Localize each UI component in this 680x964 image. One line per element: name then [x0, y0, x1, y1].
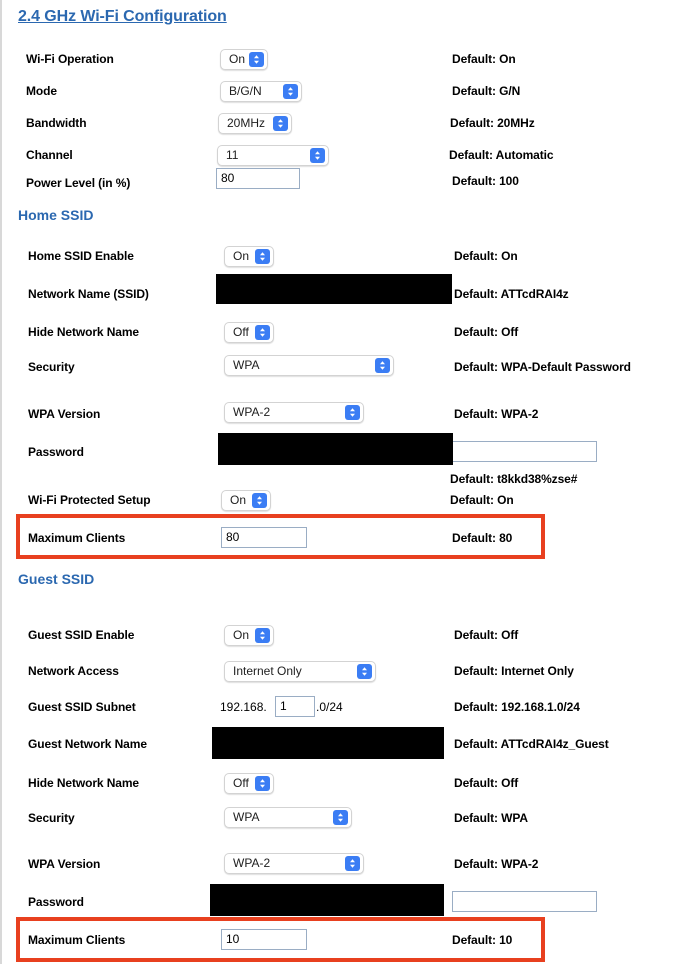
input-maximum-clients-home-value: 80 — [226, 530, 240, 544]
default-channel: Default: Automatic — [449, 148, 554, 162]
label-guest-ssid-subnet: Guest SSID Subnet — [28, 700, 136, 714]
default-guest-ssid-enable: Default: Off — [454, 628, 519, 642]
select-guest-ssid-enable-value: On — [233, 628, 250, 642]
select-wpa-version-guest-value: WPA-2 — [233, 856, 271, 870]
label-password-home: Password — [28, 445, 84, 459]
label-security-guest: Security — [28, 811, 75, 825]
select-wifi-operation-value: On — [229, 52, 246, 66]
input-password-guest[interactable] — [452, 891, 597, 912]
select-security-guest-value: WPA — [233, 810, 260, 824]
input-maximum-clients-home[interactable] — [221, 527, 307, 548]
select-wpa-version-guest[interactable] — [224, 853, 364, 874]
default-wpa-version-home: Default: WPA-2 — [454, 407, 539, 421]
label-wifi-protected-setup: Wi-Fi Protected Setup — [28, 493, 151, 507]
default-guest-network-name: Default: ATTcdRAI4z_Guest — [454, 737, 609, 751]
label-channel: Channel — [26, 148, 73, 162]
default-maximum-clients-home: Default: 80 — [452, 531, 513, 545]
input-maximum-clients-guest[interactable] — [221, 929, 307, 950]
label-hide-network-name-guest: Hide Network Name — [28, 776, 139, 790]
select-wifi-protected-setup-value: On — [230, 493, 247, 507]
select-hide-network-name-home[interactable] — [224, 322, 274, 343]
label-security-home: Security — [28, 360, 75, 374]
chevron-updown-icon[interactable] — [283, 84, 298, 99]
select-network-access[interactable] — [224, 661, 376, 682]
select-wifi-protected-setup[interactable] — [221, 490, 271, 511]
chevron-updown-icon[interactable] — [255, 628, 270, 643]
select-hide-network-name-guest[interactable] — [224, 773, 274, 794]
chevron-updown-icon[interactable] — [357, 664, 372, 679]
default-wifi-protected-setup: Default: On — [450, 493, 514, 507]
redaction-bar-guest-network-name — [212, 727, 444, 759]
default-network-access: Default: Internet Only — [454, 664, 574, 678]
input-password-home[interactable] — [452, 441, 597, 462]
chevron-updown-icon[interactable] — [255, 776, 270, 791]
default-security-guest: Default: WPA — [454, 811, 528, 825]
default-mode: Default: G/N — [452, 84, 521, 98]
default-security-home: Default: WPA-Default Password — [454, 360, 631, 374]
select-hide-network-name-home-value: Off — [233, 325, 249, 339]
select-hide-network-name-guest-value: Off — [233, 776, 249, 790]
default-bandwidth: Default: 20MHz — [450, 116, 535, 130]
section-heading-home-ssid: Home SSID — [18, 207, 94, 223]
label-network-name-ssid: Network Name (SSID) — [28, 287, 149, 301]
label-maximum-clients-guest: Maximum Clients — [28, 933, 126, 947]
label-password-guest: Password — [28, 895, 84, 909]
default-power-level: Default: 100 — [452, 174, 519, 188]
label-bandwidth: Bandwidth — [26, 116, 87, 130]
select-channel-value: 11 — [226, 148, 239, 162]
label-wpa-version-guest: WPA Version — [28, 857, 101, 871]
redaction-bar-password-home — [218, 433, 453, 465]
select-bandwidth[interactable] — [218, 113, 292, 134]
chevron-updown-icon[interactable] — [345, 856, 360, 871]
redaction-bar-network-name — [216, 274, 452, 304]
default-hide-network-name-home: Default: Off — [454, 325, 519, 339]
page-title: 2.4 GHz Wi-Fi Configuration — [18, 8, 227, 25]
default-network-name-ssid: Default: ATTcdRAI4z — [454, 287, 569, 301]
label-wifi-operation: Wi-Fi Operation — [26, 52, 114, 66]
chevron-updown-icon[interactable] — [255, 249, 270, 264]
chevron-updown-icon[interactable] — [345, 405, 360, 420]
default-wpa-version-guest: Default: WPA-2 — [454, 857, 539, 871]
chevron-updown-icon[interactable] — [273, 116, 288, 131]
select-home-ssid-enable-value: On — [233, 249, 250, 263]
default-maximum-clients-guest: Default: 10 — [452, 933, 513, 947]
default-home-ssid-enable: Default: On — [454, 249, 518, 263]
subnet-suffix: .0/24 — [316, 700, 343, 714]
label-mode: Mode — [26, 84, 57, 98]
label-maximum-clients-home: Maximum Clients — [28, 531, 126, 545]
section-heading-guest-ssid: Guest SSID — [18, 571, 95, 587]
chevron-updown-icon[interactable] — [255, 325, 270, 340]
select-wifi-operation[interactable] — [220, 49, 268, 70]
select-mode-value: B/G/N — [229, 84, 262, 98]
label-guest-network-name: Guest Network Name — [28, 737, 147, 751]
select-channel[interactable] — [217, 145, 329, 166]
select-mode[interactable] — [220, 81, 302, 102]
select-home-ssid-enable[interactable] — [224, 246, 274, 267]
select-network-access-value: Internet Only — [233, 664, 302, 678]
chevron-updown-icon[interactable] — [375, 358, 390, 373]
chevron-updown-icon[interactable] — [333, 810, 348, 825]
select-security-guest[interactable] — [224, 807, 352, 828]
label-guest-ssid-enable: Guest SSID Enable — [28, 628, 135, 642]
select-bandwidth-value: 20MHz — [227, 116, 266, 130]
select-wpa-version-home-value: WPA-2 — [233, 405, 271, 419]
label-wpa-version-home: WPA Version — [28, 407, 101, 421]
chevron-updown-icon[interactable] — [310, 148, 325, 163]
chevron-updown-icon[interactable] — [252, 493, 267, 508]
redaction-bar-password-guest — [210, 884, 444, 916]
input-power-level[interactable] — [216, 168, 300, 189]
subnet-prefix: 192.168. — [220, 700, 267, 714]
chevron-updown-icon[interactable] — [249, 52, 264, 67]
label-home-ssid-enable: Home SSID Enable — [28, 249, 134, 263]
default-guest-ssid-subnet: Default: 192.168.1.0/24 — [454, 700, 580, 714]
input-guest-ssid-subnet-value: 1 — [280, 699, 287, 713]
select-security-home[interactable] — [224, 355, 394, 376]
input-power-level-value: 80 — [221, 171, 235, 185]
select-guest-ssid-enable[interactable] — [224, 625, 274, 646]
label-hide-network-name-home: Hide Network Name — [28, 325, 139, 339]
default-password-home: Default: t8kkd38%zse# — [450, 472, 578, 486]
select-security-home-value: WPA — [233, 358, 260, 372]
default-wifi-operation: Default: On — [452, 52, 516, 66]
input-guest-ssid-subnet[interactable] — [275, 696, 315, 717]
input-maximum-clients-guest-value: 10 — [226, 932, 240, 946]
default-hide-network-name-guest: Default: Off — [454, 776, 519, 790]
label-power-level: Power Level (in %) — [26, 176, 131, 190]
select-wpa-version-home[interactable] — [224, 402, 364, 423]
label-network-access: Network Access — [28, 664, 119, 678]
